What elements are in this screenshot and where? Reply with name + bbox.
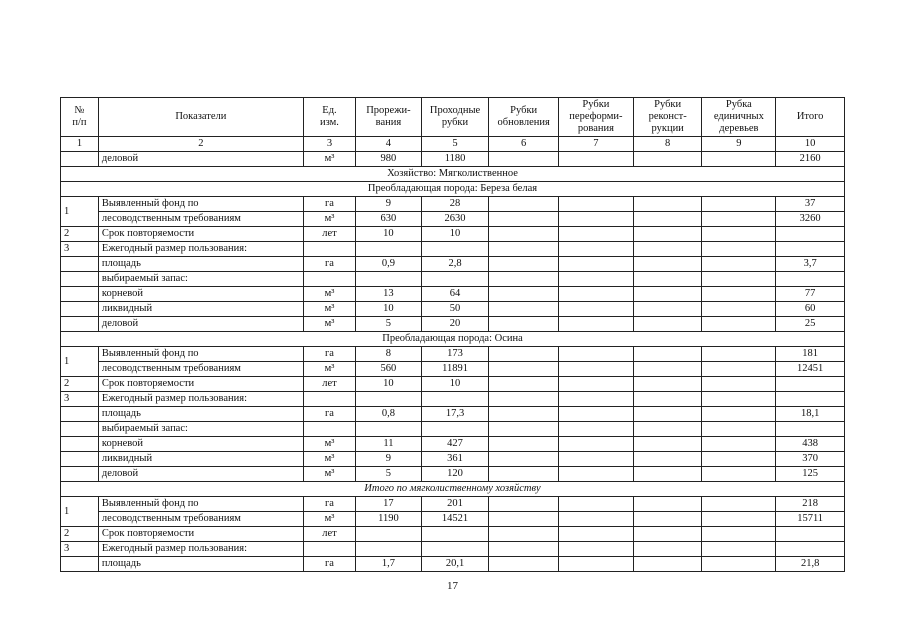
row-unit: лет — [303, 377, 355, 392]
row-number: 3 — [61, 542, 99, 557]
empty-cell — [633, 347, 702, 362]
value-total — [776, 272, 845, 287]
empty-cell — [489, 272, 559, 287]
empty-cell — [489, 362, 559, 377]
table-row — [61, 557, 845, 572]
empty-cell — [633, 227, 702, 242]
value-total: 37 — [776, 197, 845, 212]
value-total — [776, 392, 845, 407]
empty-cell — [702, 197, 776, 212]
row-unit: га — [303, 347, 355, 362]
empty-cell — [489, 212, 559, 227]
empty-cell — [633, 467, 702, 482]
empty-cell — [559, 212, 634, 227]
row-number: 1 — [61, 347, 99, 377]
colnum-cell: 4 — [356, 137, 422, 152]
row-label: выбираемый запас: — [98, 422, 303, 437]
empty-cell — [559, 302, 634, 317]
row-label: Ежегодный размер пользования: — [98, 242, 303, 257]
header-unit: Ед. изм. — [303, 98, 355, 137]
value-passage: 28 — [421, 197, 489, 212]
table-row — [61, 347, 845, 362]
table-row — [61, 362, 845, 377]
section-row — [61, 167, 845, 182]
row-label: ликвидный — [98, 452, 303, 467]
row-number — [61, 452, 99, 467]
row-number: 2 — [61, 227, 99, 242]
empty-cell — [633, 527, 702, 542]
empty-cell — [559, 422, 634, 437]
row-number: 2 — [61, 527, 99, 542]
empty-cell — [559, 557, 634, 572]
value-passage: 427 — [421, 437, 489, 452]
empty-cell — [489, 152, 559, 167]
table-row — [61, 152, 845, 167]
value-thinning — [356, 422, 422, 437]
row-number: 1 — [61, 197, 99, 227]
empty-cell — [702, 557, 776, 572]
value-thinning: 1,7 — [356, 557, 422, 572]
empty-cell — [633, 197, 702, 212]
row-label: корневой — [98, 287, 303, 302]
row-label: деловой — [98, 467, 303, 482]
value-total — [776, 527, 845, 542]
row-unit — [303, 422, 355, 437]
row-number — [61, 302, 99, 317]
row-unit: га — [303, 407, 355, 422]
value-passage: 10 — [421, 227, 489, 242]
row-unit: м³ — [303, 302, 355, 317]
row-label: деловой — [98, 152, 303, 167]
value-thinning: 8 — [356, 347, 422, 362]
value-total — [776, 242, 845, 257]
table-row — [61, 527, 845, 542]
row-label: Срок повторяемости — [98, 377, 303, 392]
empty-cell — [489, 512, 559, 527]
empty-cell — [702, 497, 776, 512]
empty-cell — [633, 287, 702, 302]
empty-cell — [702, 377, 776, 392]
value-total: 60 — [776, 302, 845, 317]
table-row — [61, 512, 845, 527]
empty-cell — [489, 497, 559, 512]
empty-cell — [633, 152, 702, 167]
value-passage — [421, 527, 489, 542]
empty-cell — [702, 152, 776, 167]
header-single-tree-cutting: Рубка единичных деревьев — [702, 98, 776, 137]
empty-cell — [702, 257, 776, 272]
value-passage: 14521 — [421, 512, 489, 527]
header-passage-cutting: Проходные рубки — [421, 98, 489, 137]
value-passage: 201 — [421, 497, 489, 512]
table-row — [61, 287, 845, 302]
empty-cell — [489, 437, 559, 452]
header-reconstruction-cutting: Рубки реконст- рукции — [633, 98, 702, 137]
empty-cell — [633, 497, 702, 512]
row-label: Выявленный фонд по — [98, 497, 303, 512]
empty-cell — [702, 242, 776, 257]
value-passage: 11891 — [421, 362, 489, 377]
forest-use-table — [60, 97, 845, 572]
value-passage — [421, 272, 489, 287]
section-row — [61, 482, 845, 497]
table-row — [61, 302, 845, 317]
empty-cell — [559, 362, 634, 377]
table-row — [61, 242, 845, 257]
value-thinning: 10 — [356, 227, 422, 242]
empty-cell — [702, 302, 776, 317]
table-row — [61, 407, 845, 422]
empty-cell — [633, 272, 702, 287]
empty-cell — [702, 212, 776, 227]
empty-cell — [702, 272, 776, 287]
value-passage: 120 — [421, 467, 489, 482]
section-heading: Итого по мягколиственному хозяйству — [61, 482, 845, 497]
row-unit: м³ — [303, 512, 355, 527]
value-passage: 1180 — [421, 152, 489, 167]
empty-cell — [559, 512, 634, 527]
row-label: лесоводственным требованиям — [98, 212, 303, 227]
value-passage — [421, 392, 489, 407]
empty-cell — [633, 377, 702, 392]
row-label: корневой — [98, 437, 303, 452]
empty-cell — [633, 317, 702, 332]
empty-cell — [489, 527, 559, 542]
row-unit: м³ — [303, 452, 355, 467]
value-thinning: 10 — [356, 377, 422, 392]
row-unit: га — [303, 497, 355, 512]
section-row — [61, 182, 845, 197]
value-total: 181 — [776, 347, 845, 362]
row-unit: га — [303, 197, 355, 212]
colnum-cell: 3 — [303, 137, 355, 152]
value-passage — [421, 542, 489, 557]
section-row — [61, 332, 845, 347]
empty-cell — [489, 287, 559, 302]
empty-cell — [702, 512, 776, 527]
colnum-cell: 9 — [702, 137, 776, 152]
row-label: площадь — [98, 257, 303, 272]
empty-cell — [702, 317, 776, 332]
value-thinning: 0,9 — [356, 257, 422, 272]
table-header-row — [61, 98, 845, 137]
empty-cell — [559, 227, 634, 242]
value-thinning: 10 — [356, 302, 422, 317]
empty-cell — [559, 257, 634, 272]
empty-cell — [702, 542, 776, 557]
empty-cell — [489, 197, 559, 212]
empty-cell — [489, 407, 559, 422]
row-number — [61, 152, 99, 167]
row-label: ликвидный — [98, 302, 303, 317]
value-total: 25 — [776, 317, 845, 332]
value-thinning: 980 — [356, 152, 422, 167]
value-thinning: 11 — [356, 437, 422, 452]
row-number: 1 — [61, 497, 99, 527]
value-thinning: 5 — [356, 467, 422, 482]
colnum-cell: 5 — [421, 137, 489, 152]
value-passage: 2630 — [421, 212, 489, 227]
row-unit: м³ — [303, 362, 355, 377]
row-number: 3 — [61, 392, 99, 407]
value-passage: 50 — [421, 302, 489, 317]
row-number — [61, 422, 99, 437]
section-heading: Преобладающая порода: Береза белая — [61, 182, 845, 197]
empty-cell — [633, 302, 702, 317]
table-row — [61, 452, 845, 467]
table-row — [61, 257, 845, 272]
empty-cell — [633, 437, 702, 452]
table-row — [61, 227, 845, 242]
header-renewal-cutting: Рубки обновления — [489, 98, 559, 137]
header-thinning: Прорежи- вания — [356, 98, 422, 137]
value-passage: 20,1 — [421, 557, 489, 572]
empty-cell — [489, 377, 559, 392]
row-label: лесоводственным требованиям — [98, 512, 303, 527]
row-unit — [303, 272, 355, 287]
empty-cell — [633, 407, 702, 422]
row-label: лесоводственным требованиям — [98, 362, 303, 377]
empty-cell — [489, 317, 559, 332]
value-total: 125 — [776, 467, 845, 482]
empty-cell — [559, 317, 634, 332]
row-unit: га — [303, 557, 355, 572]
empty-cell — [702, 347, 776, 362]
empty-cell — [559, 527, 634, 542]
header-reform-cutting: Рубки переформи- рования — [559, 98, 634, 137]
value-thinning: 560 — [356, 362, 422, 377]
empty-cell — [559, 152, 634, 167]
table-row — [61, 437, 845, 452]
empty-cell — [633, 422, 702, 437]
header-total: Итого — [776, 98, 845, 137]
empty-cell — [489, 467, 559, 482]
row-number — [61, 287, 99, 302]
empty-cell — [559, 542, 634, 557]
empty-cell — [559, 467, 634, 482]
empty-cell — [559, 392, 634, 407]
value-total — [776, 377, 845, 392]
value-passage — [421, 242, 489, 257]
empty-cell — [702, 422, 776, 437]
value-total: 370 — [776, 452, 845, 467]
empty-cell — [702, 437, 776, 452]
empty-cell — [489, 392, 559, 407]
empty-cell — [702, 287, 776, 302]
value-thinning — [356, 542, 422, 557]
value-thinning: 630 — [356, 212, 422, 227]
value-total — [776, 227, 845, 242]
row-unit: га — [303, 257, 355, 272]
empty-cell — [702, 362, 776, 377]
empty-cell — [702, 227, 776, 242]
row-label: Срок повторяемости — [98, 527, 303, 542]
empty-cell — [633, 392, 702, 407]
value-total: 3260 — [776, 212, 845, 227]
row-unit: м³ — [303, 152, 355, 167]
row-label: деловой — [98, 317, 303, 332]
row-label: Выявленный фонд по — [98, 197, 303, 212]
value-thinning — [356, 392, 422, 407]
empty-cell — [559, 452, 634, 467]
empty-cell — [633, 557, 702, 572]
column-number-row — [61, 137, 845, 152]
row-number — [61, 467, 99, 482]
empty-cell — [633, 542, 702, 557]
row-label: выбираемый запас: — [98, 272, 303, 287]
page-number: 17 — [447, 580, 458, 592]
value-thinning: 0,8 — [356, 407, 422, 422]
empty-cell — [489, 557, 559, 572]
value-thinning: 1190 — [356, 512, 422, 527]
table-row — [61, 422, 845, 437]
row-number: 3 — [61, 242, 99, 257]
empty-cell — [559, 437, 634, 452]
empty-cell — [702, 467, 776, 482]
table-row — [61, 497, 845, 512]
empty-cell — [559, 197, 634, 212]
row-label: Ежегодный размер пользования: — [98, 392, 303, 407]
value-passage: 17,3 — [421, 407, 489, 422]
empty-cell — [559, 272, 634, 287]
row-unit: лет — [303, 527, 355, 542]
section-heading: Преобладающая порода: Осина — [61, 332, 845, 347]
empty-cell — [489, 302, 559, 317]
row-label: площадь — [98, 557, 303, 572]
table-row — [61, 197, 845, 212]
empty-cell — [633, 362, 702, 377]
empty-cell — [489, 227, 559, 242]
empty-cell — [702, 452, 776, 467]
row-number — [61, 317, 99, 332]
row-number — [61, 407, 99, 422]
value-thinning — [356, 527, 422, 542]
table-row — [61, 392, 845, 407]
colnum-cell: 10 — [776, 137, 845, 152]
value-passage: 20 — [421, 317, 489, 332]
row-unit — [303, 392, 355, 407]
empty-cell — [633, 452, 702, 467]
empty-cell — [633, 512, 702, 527]
row-unit: м³ — [303, 437, 355, 452]
colnum-cell: 6 — [489, 137, 559, 152]
empty-cell — [489, 422, 559, 437]
colnum-cell: 1 — [61, 137, 99, 152]
table-row — [61, 212, 845, 227]
colnum-cell: 2 — [98, 137, 303, 152]
row-number — [61, 272, 99, 287]
colnum-cell: 7 — [559, 137, 634, 152]
row-unit: м³ — [303, 287, 355, 302]
value-total: 218 — [776, 497, 845, 512]
value-passage — [421, 422, 489, 437]
empty-cell — [489, 542, 559, 557]
header-num: № п/п — [61, 98, 99, 137]
empty-cell — [633, 242, 702, 257]
row-unit: лет — [303, 227, 355, 242]
table-row — [61, 467, 845, 482]
value-total — [776, 542, 845, 557]
value-total: 77 — [776, 287, 845, 302]
value-passage: 2,8 — [421, 257, 489, 272]
value-passage: 173 — [421, 347, 489, 362]
table-row — [61, 272, 845, 287]
row-unit: м³ — [303, 212, 355, 227]
value-total: 18,1 — [776, 407, 845, 422]
value-thinning: 13 — [356, 287, 422, 302]
value-total: 15711 — [776, 512, 845, 527]
row-unit — [303, 542, 355, 557]
value-thinning: 5 — [356, 317, 422, 332]
empty-cell — [702, 392, 776, 407]
table-row — [61, 542, 845, 557]
row-number — [61, 437, 99, 452]
empty-cell — [489, 242, 559, 257]
row-label: площадь — [98, 407, 303, 422]
row-label: Срок повторяемости — [98, 227, 303, 242]
empty-cell — [702, 527, 776, 542]
header-indicator: Показатели — [98, 98, 303, 137]
value-total: 12451 — [776, 362, 845, 377]
empty-cell — [633, 257, 702, 272]
empty-cell — [559, 242, 634, 257]
empty-cell — [559, 377, 634, 392]
empty-cell — [489, 452, 559, 467]
section-heading: Хозяйство: Мягколиственное — [61, 167, 845, 182]
empty-cell — [489, 257, 559, 272]
empty-cell — [489, 347, 559, 362]
empty-cell — [559, 287, 634, 302]
value-total: 438 — [776, 437, 845, 452]
row-unit: м³ — [303, 467, 355, 482]
row-label: Выявленный фонд по — [98, 347, 303, 362]
table-row — [61, 317, 845, 332]
empty-cell — [559, 497, 634, 512]
row-unit — [303, 242, 355, 257]
table-row — [61, 377, 845, 392]
value-thinning: 9 — [356, 197, 422, 212]
value-total — [776, 422, 845, 437]
row-number: 2 — [61, 377, 99, 392]
value-total: 21,8 — [776, 557, 845, 572]
empty-cell — [702, 407, 776, 422]
value-thinning — [356, 242, 422, 257]
row-label: Ежегодный размер пользования: — [98, 542, 303, 557]
value-passage: 361 — [421, 452, 489, 467]
colnum-cell: 8 — [633, 137, 702, 152]
row-unit: м³ — [303, 317, 355, 332]
value-thinning: 17 — [356, 497, 422, 512]
empty-cell — [559, 407, 634, 422]
row-number — [61, 257, 99, 272]
value-thinning: 9 — [356, 452, 422, 467]
empty-cell — [633, 212, 702, 227]
value-passage: 64 — [421, 287, 489, 302]
row-number — [61, 557, 99, 572]
value-passage: 10 — [421, 377, 489, 392]
value-thinning — [356, 272, 422, 287]
empty-cell — [559, 347, 634, 362]
value-total: 3,7 — [776, 257, 845, 272]
value-total: 2160 — [776, 152, 845, 167]
